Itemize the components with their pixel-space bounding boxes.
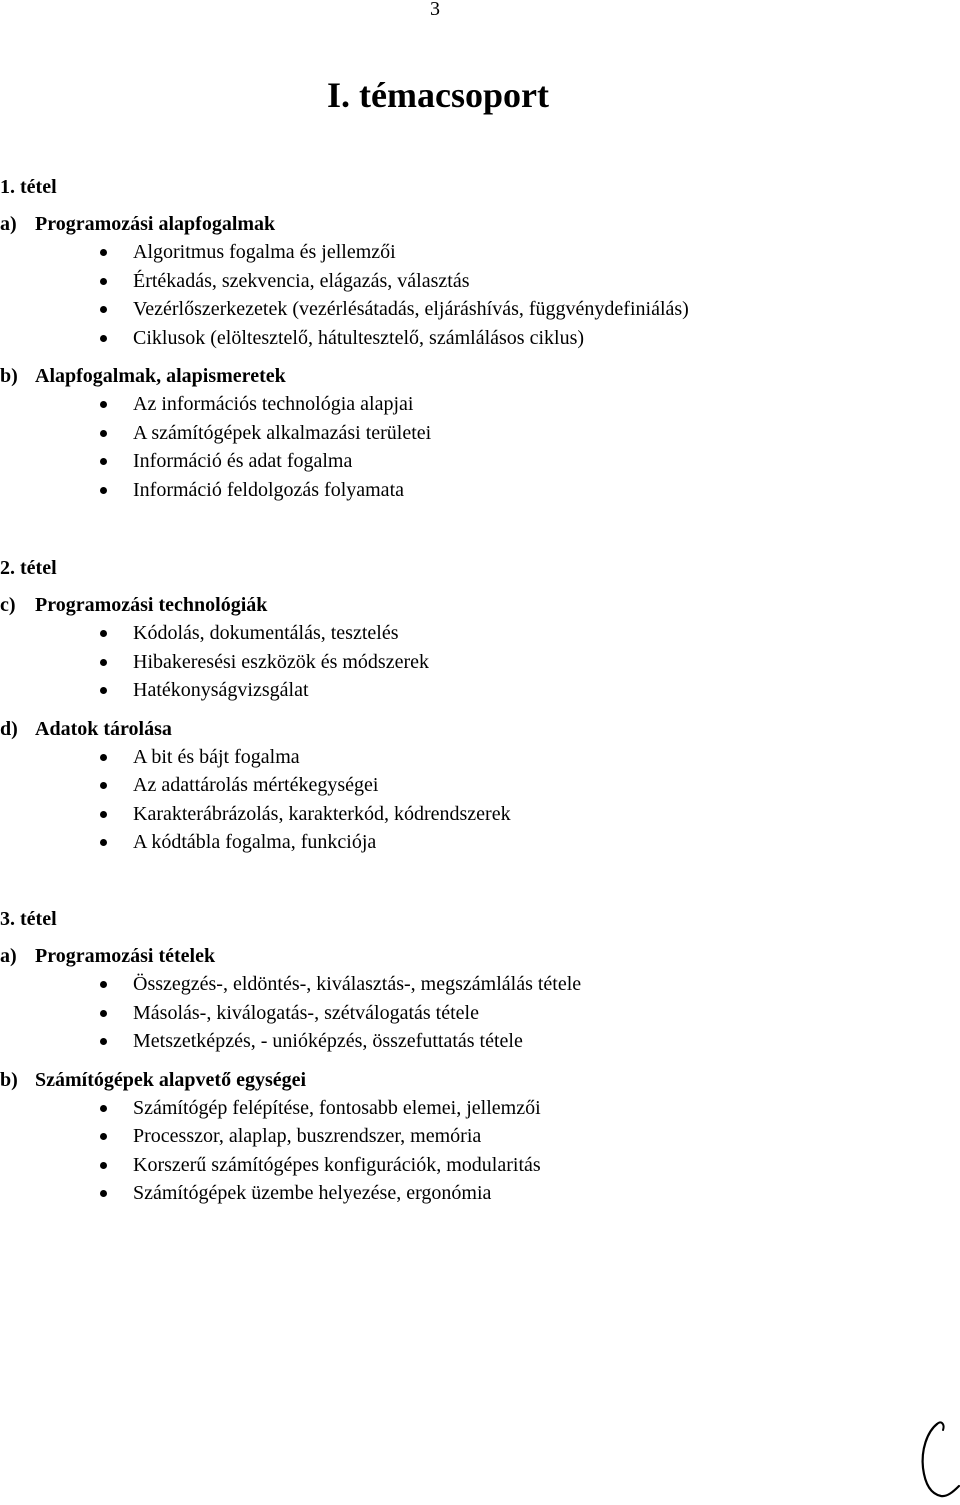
section-letter: d) bbox=[0, 717, 18, 740]
list-item-text: Karakterábrázolás, karakterkód, kódrendszerek bbox=[133, 802, 511, 825]
list-item-text: Processzor, alaplap, buszrendszer, memória bbox=[133, 1125, 482, 1147]
list-item bbox=[0, 238, 900, 267]
list-item bbox=[0, 743, 900, 772]
list-item-text: Az információs technológia alapjai bbox=[133, 393, 414, 415]
list-item bbox=[0, 648, 900, 677]
list-item bbox=[0, 1122, 900, 1151]
bullet-icon bbox=[100, 1105, 107, 1112]
section-title: Adatok tárolása bbox=[35, 717, 172, 740]
bullet-icon bbox=[100, 1133, 107, 1140]
list-item bbox=[0, 324, 900, 353]
list-item bbox=[0, 419, 900, 448]
bullet-icon bbox=[100, 754, 107, 761]
bullet-icon bbox=[100, 659, 107, 666]
tetel-2 bbox=[0, 553, 900, 867]
list-item bbox=[0, 1094, 900, 1123]
document-title: I. témacsoport bbox=[327, 75, 549, 115]
list-item bbox=[0, 267, 900, 296]
section-heading-3b bbox=[0, 1066, 900, 1094]
section-title: Programozási technológiák bbox=[35, 594, 268, 616]
list-item-text: Értékadás, szekvencia, elágazás, választás bbox=[133, 269, 470, 292]
topic-list bbox=[0, 743, 900, 857]
list-item bbox=[0, 1179, 900, 1208]
topic-list bbox=[0, 238, 900, 352]
tetel-heading: 2. tétel bbox=[0, 557, 57, 579]
list-item-text: Információ feldolgozás folyamata bbox=[133, 478, 404, 501]
list-item-text: Vezérlőszerkezetek (vezérlésátadás, eljáráshívás, függvénydefiniálás) bbox=[133, 298, 689, 320]
list-item bbox=[0, 999, 900, 1028]
list-item-text: Ciklusok (elöltesztelő, hátultesztelő, számlálásos ciklus) bbox=[133, 326, 585, 349]
section-letter: a) bbox=[0, 945, 17, 967]
list-item-text: Az adattárolás mértékegységei bbox=[133, 774, 379, 796]
list-item-text: A bit és bájt fogalma bbox=[133, 745, 300, 768]
bullet-icon bbox=[100, 782, 107, 789]
section-heading-1a bbox=[0, 210, 900, 238]
topic-list bbox=[0, 619, 900, 705]
section-heading-3a bbox=[0, 942, 900, 970]
list-item bbox=[0, 970, 900, 999]
page-number: 3 bbox=[430, 0, 440, 20]
topic-list bbox=[0, 390, 900, 504]
list-item-text: A kódtábla fogalma, funkciója bbox=[133, 831, 377, 853]
list-item-text: Összegzés-, eldöntés-, kiválasztás-, megszámlálás tétele bbox=[133, 973, 582, 995]
list-item bbox=[0, 1151, 900, 1180]
section-letter: c) bbox=[0, 594, 16, 616]
handwritten-signature bbox=[915, 1418, 960, 1500]
bullet-icon bbox=[100, 687, 107, 694]
section-title: Alapfogalmak, alapismeretek bbox=[35, 365, 286, 387]
list-item-text: Algoritmus fogalma és jellemzői bbox=[133, 241, 396, 263]
bullet-icon bbox=[100, 839, 107, 846]
section-title: Programozási tételek bbox=[35, 945, 216, 967]
list-item bbox=[0, 676, 900, 705]
topic-list bbox=[0, 1094, 900, 1208]
bullet-icon bbox=[100, 630, 107, 637]
section-letter: b) bbox=[0, 365, 18, 387]
list-item-text: Korszerű számítógépes konfigurációk, modularitás bbox=[133, 1153, 541, 1176]
list-item bbox=[0, 476, 900, 505]
bullet-icon bbox=[100, 249, 107, 256]
bullet-icon bbox=[100, 278, 107, 285]
section-title: Számítógépek alapvető egységei bbox=[35, 1068, 307, 1091]
bullet-icon bbox=[100, 981, 107, 988]
bullet-icon bbox=[100, 1190, 107, 1197]
tetel-heading: 1. tétel bbox=[0, 176, 57, 198]
bullet-icon bbox=[100, 1038, 107, 1045]
bullet-icon bbox=[100, 1010, 107, 1017]
section-heading-2c bbox=[0, 591, 900, 619]
topic-list bbox=[0, 970, 900, 1056]
list-item-text: Számítógépek üzembe helyezése, ergonómia bbox=[133, 1182, 492, 1204]
list-item bbox=[0, 390, 900, 419]
list-item-text: Számítógép felépítése, fontosabb elemei, jellemzői bbox=[133, 1096, 541, 1119]
list-item bbox=[0, 828, 900, 857]
list-item-text: Kódolás, dokumentálás, tesztelés bbox=[133, 622, 399, 644]
bullet-icon bbox=[100, 1162, 107, 1169]
bullet-icon bbox=[100, 487, 107, 494]
section-letter: b) bbox=[0, 1068, 18, 1091]
bullet-icon bbox=[100, 458, 107, 465]
list-item-text: Metszetképzés, - unióképzés, összefuttatás tétele bbox=[133, 1030, 523, 1052]
bullet-icon bbox=[100, 430, 107, 437]
section-letter: a) bbox=[0, 213, 17, 235]
bullet-icon bbox=[100, 306, 107, 313]
list-item bbox=[0, 1027, 900, 1056]
bullet-icon bbox=[100, 335, 107, 342]
tetel-3 bbox=[0, 904, 900, 1218]
tetel-heading: 3. tétel bbox=[0, 908, 57, 930]
list-item bbox=[0, 295, 900, 324]
list-item-text: Hatékonyságvizsgálat bbox=[133, 679, 309, 701]
list-item-text: Másolás-, kiválogatás-, szétválogatás tétele bbox=[133, 1001, 479, 1024]
section-heading-1b bbox=[0, 362, 900, 390]
list-item-text: A számítógépek alkalmazási területei bbox=[133, 421, 432, 444]
list-item bbox=[0, 619, 900, 648]
list-item bbox=[0, 447, 900, 476]
section-heading-2d bbox=[0, 715, 900, 743]
list-item-text: Információ és adat fogalma bbox=[133, 450, 353, 472]
tetel-1 bbox=[0, 172, 900, 514]
list-item-text: Hibakeresési eszközök és módszerek bbox=[133, 650, 429, 673]
list-item bbox=[0, 800, 900, 829]
bullet-icon bbox=[100, 811, 107, 818]
section-title: Programozási alapfogalmak bbox=[35, 213, 276, 235]
bullet-icon bbox=[100, 401, 107, 408]
list-item bbox=[0, 771, 900, 800]
